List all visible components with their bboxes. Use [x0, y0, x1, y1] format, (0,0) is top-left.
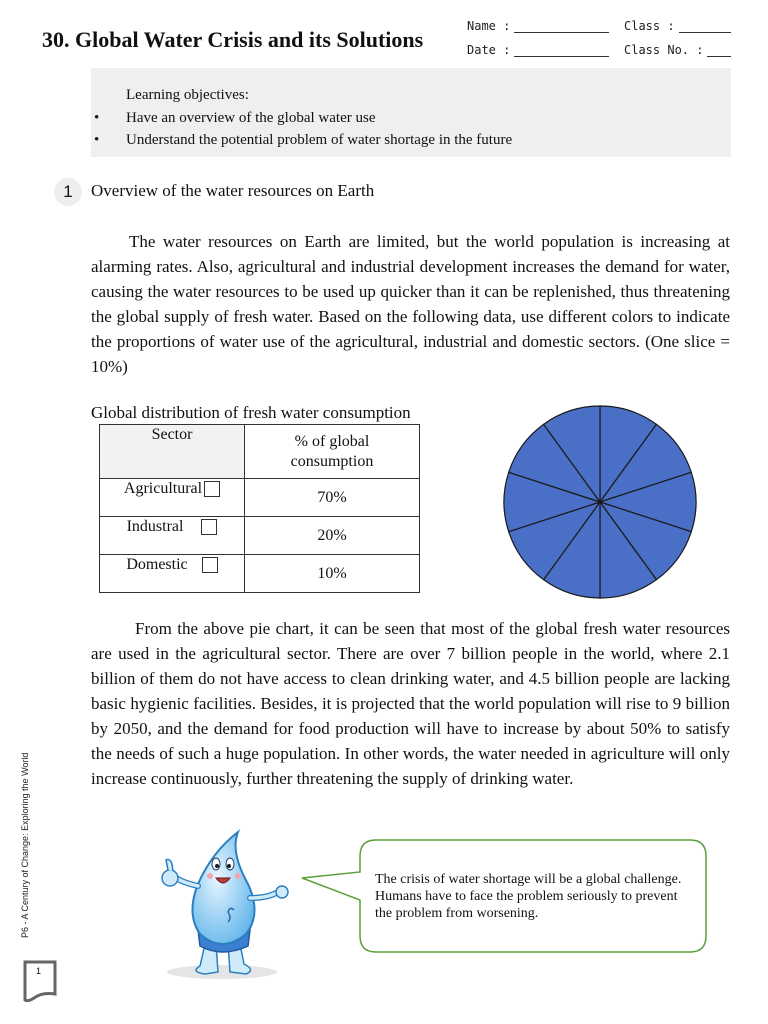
- objective-item: • Understand the potential problem of water shortage in the future: [91, 129, 512, 151]
- objectives-heading: Learning objectives:: [126, 87, 249, 103]
- class-no-label: Class No. :: [624, 43, 704, 57]
- color-checkbox-industrial[interactable]: [201, 519, 217, 535]
- speech-text: The crisis of water shortage will be a global challenge. Humans have to face the problem seriously to prevent the problem from worsening.: [375, 872, 682, 921]
- pie-slices: [504, 406, 696, 598]
- intro-paragraph: The water resources on Earth are limited, but the world population is increasing at alarming rates. Also, agricultural and industrial development increases the demand for water, causing the water resources to be used up quicker than it can be replenished, thus threatening the global supply of fresh water. Based on the following data, use different colors to indicate the proportions of water use of the agricultural, industrial and domestic sectors. (One slice = 10%): [91, 232, 730, 376]
- sector-cell-industrial: [100, 517, 245, 555]
- percent-cell: 70%: [245, 479, 420, 517]
- objectives-list: [91, 107, 512, 151]
- date-field[interactable]: [467, 43, 609, 57]
- water-drop-mascot: [150, 826, 300, 982]
- sector-label: Domestic: [126, 556, 188, 573]
- consumption-header: [245, 425, 420, 479]
- color-checkbox-agricultural[interactable]: [204, 481, 220, 497]
- sector-label: Agricultural: [123, 480, 203, 497]
- analysis-paragraph: From the above pie chart, it can be seen that most of the global fresh water resources are used in the agricultural sector. There are over 7 billion people in the world, where 2.1 billion of them do not have access to clean drinking water, and 4.5 billion people are lacking basic hygienic facilities. Besides, it is projected that the world population will rise to 9 billion by 2050, and the demand for food production will have to increase by about 50% to satisfy the needs of such a huge population. In other words, the water needed in agriculture will only increase continuously, further threatening the supply of drinking water.: [91, 619, 730, 788]
- date-line: [514, 56, 609, 57]
- sector-label: Industral: [126, 518, 184, 535]
- section-number-badge: 1: [54, 178, 82, 206]
- side-caption: P6 - A Century of Change: Exploring the World: [20, 752, 30, 938]
- table-caption: Global distribution of fresh water consumption: [91, 403, 411, 422]
- name-field[interactable]: [467, 19, 609, 33]
- consumption-header-line1: % of global: [294, 432, 370, 450]
- percent-cell: 20%: [245, 517, 420, 555]
- color-checkbox-domestic[interactable]: [202, 557, 218, 573]
- class-field[interactable]: [624, 19, 731, 33]
- class-line: [679, 32, 731, 33]
- sector-cell-agricultural: [100, 479, 245, 517]
- objectives-box: [91, 68, 731, 157]
- water-consumption-table: [99, 424, 420, 593]
- class-no-field[interactable]: [624, 43, 731, 57]
- worksheet-title: 30. Global Water Crisis and its Solutions: [42, 27, 424, 52]
- consumption-header-line2: consumption: [290, 452, 374, 470]
- page-number: 1: [36, 966, 42, 976]
- percent-cell: 10%: [245, 555, 420, 593]
- date-label: Date :: [467, 43, 511, 57]
- class-no-line: [707, 56, 731, 57]
- name-line: [514, 32, 609, 33]
- objective-item: • Have an overview of the global water use: [91, 107, 512, 129]
- sector-header: Sector: [100, 425, 245, 479]
- sector-cell-domestic: [100, 555, 245, 593]
- name-label: Name :: [467, 19, 511, 33]
- section-title: Overview of the water resources on Earth: [91, 181, 375, 200]
- class-label: Class :: [624, 19, 675, 33]
- pie-chart[interactable]: [500, 402, 700, 602]
